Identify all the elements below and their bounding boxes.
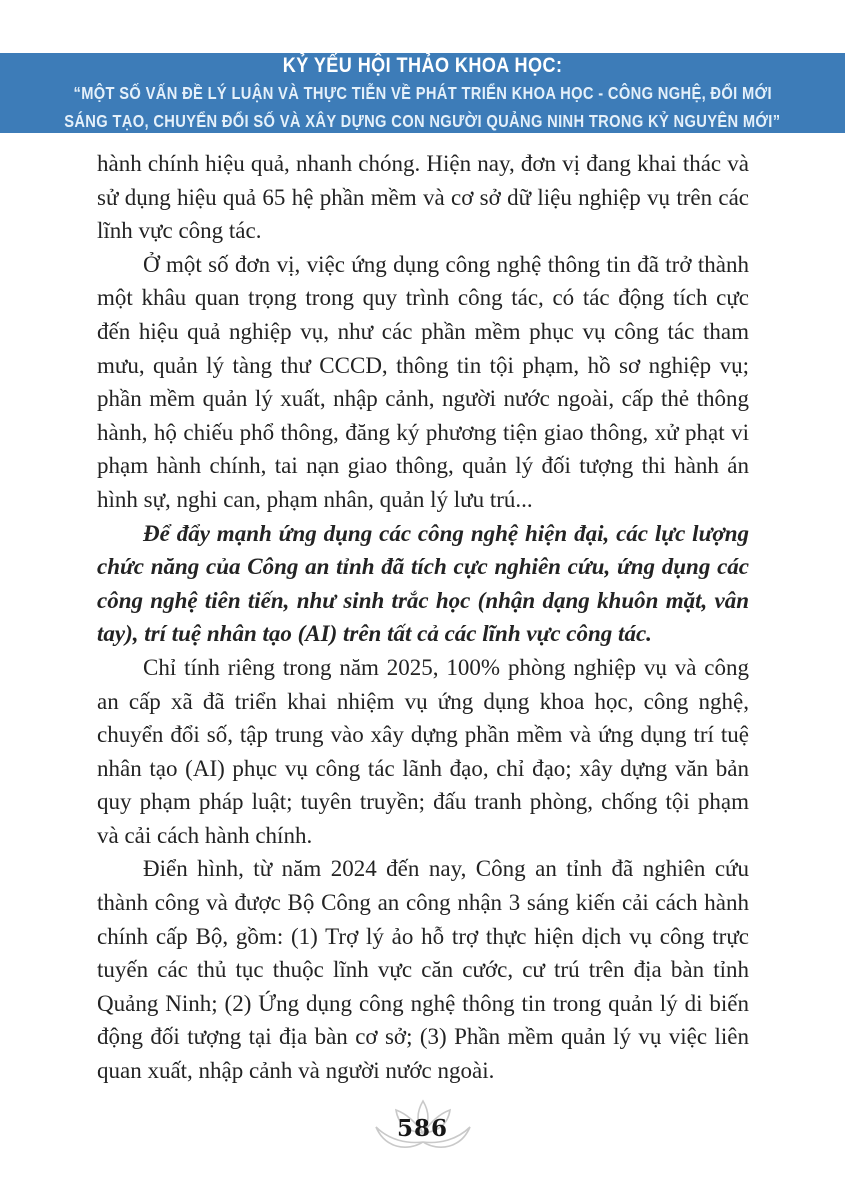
header-band xyxy=(0,53,845,133)
paragraph-2: Ở một số đơn vị, việc ứng dụng công nghệ thông tin đã trở thành một khâu quan trọng trong quy trình công tác, có tác động tích cực đến hiệu quả nghiệp vụ, như các phần mềm phục vụ công tác tham mưu, quản lý tàng thư CCCD, thông tin tội phạm, hồ sơ nghiệp vụ; phần mềm quản lý xuất, nhập cảnh, người nước ngoài, cấp thẻ thông hành, hộ chiếu phổ thông, đăng ký phương tiện giao thông, xử phạt vi phạm hành chính, tai nạn giao thông, quản lý đối tượng thi hành án hình sự, nghi can, phạm nhân, quản lý lưu trú... xyxy=(97,251,749,512)
page-number: 586 xyxy=(396,1115,448,1142)
conference-theme-line-2: SÁNG TẠO, CHUYỂN ĐỔI SỐ VÀ XÂY DỰNG CON NGƯỜI QUẢNG NINH TRONG KỶ NGUYÊN MỚI” xyxy=(64,110,781,131)
proceedings-title: KỶ YẾU HỘI THẢO KHOA HỌC: xyxy=(282,53,563,77)
page-footer xyxy=(0,1098,845,1160)
conference-theme-line-1: “MỘT SỐ VẤN ĐỀ LÝ LUẬN VÀ THỰC TIỄN VỀ PHÁT TRIỂN KHOA HỌC - CÔNG NGHỆ, ĐỔI MỚI xyxy=(73,82,772,103)
paragraph-3-emphasized: Để đẩy mạnh ứng dụng các công nghệ hiện đại, các lực lượng chức năng của Công an tỉnh đã tích cực nghiên cứu, ứng dụng các công nghệ tiên tiến, như sinh trắc học (nhận dạng khuôn mặt, vân tay), trí tuệ nhân tạo (AI) trên tất cả các lĩnh vực công tác. xyxy=(97,520,749,647)
paragraph-1: hành chính hiệu quả, nhanh chóng. Hiện nay, đơn vị đang khai thác và sử dụng hiệu quả 65 hệ phần mềm và cơ sở dữ liệu nghiệp vụ trên các lĩnh vực công tác. xyxy=(97,151,749,244)
paragraph-4: Chỉ tính riêng trong năm 2025, 100% phòng nghiệp vụ và công an cấp xã đã triển khai nhiệm vụ ứng dụng khoa học, công nghệ, chuyển đổi số, tập trung vào xây dựng phần mềm và ứng dụng trí tuệ nhân tạo (AI) phục vụ công tác lãnh đạo, chỉ đạo; xây dựng văn bản quy phạm pháp luật; tuyên truyền; đấu tranh phòng, chống tội phạm và cải cách hành chính. xyxy=(97,654,749,848)
body-text xyxy=(97,147,749,1088)
paragraph-5: Điển hình, từ năm 2024 đến nay, Công an tỉnh đã nghiên cứu thành công và được Bộ Công an công nhận 3 sáng kiến cải cách hành chính cấp Bộ, gồm: (1) Trợ lý ảo hỗ trợ thực hiện dịch vụ công trực tuyến các thủ tục thuộc lĩnh vực căn cước, cư trú trên địa bàn tỉnh Quảng Ninh; (2) Ứng dụng công nghệ thông tin trong quản lý di biến động đối tượng tại địa bàn cơ sở; (3) Phần mềm quản lý vụ việc liên quan xuất, nhập cảnh và người nước ngoài. xyxy=(97,856,749,1084)
